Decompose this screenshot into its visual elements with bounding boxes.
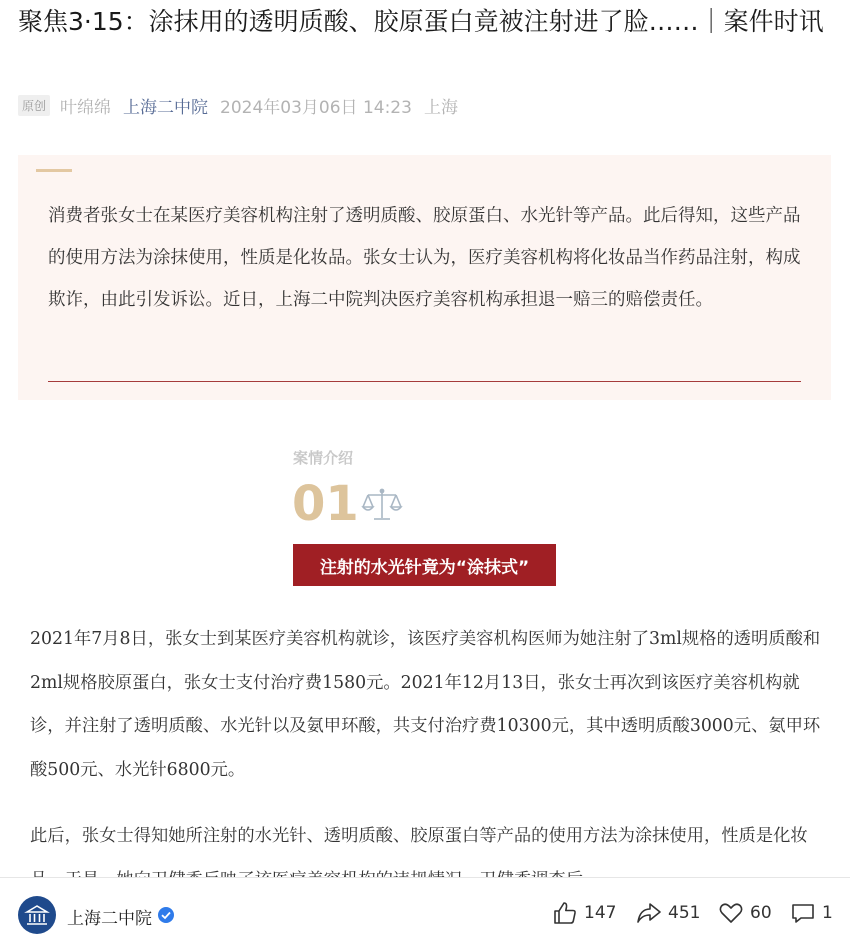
section-heading: 注射的水光针竟为“涂抹式” [293,544,556,586]
favorite-button[interactable] [718,900,772,926]
like-count: 147 [584,903,617,923]
comment-bubble-icon [790,900,816,926]
comment-button[interactable] [790,900,833,926]
summary-text: 消费者张女士在某医疗美容机构注射了透明质酸、胶原蛋白、水光针等产品。此后得知，这些产品的使用方法为涂抹使用，性质是化妆品。张女士认为，医疗美容机构将化妆品当作药品注射，构成欺诈，由此引发诉讼。近日，上海二中院判决医疗美容机构承担退一赔三的赔偿责任。 [48,206,801,310]
author-name: 叶绵绵 [60,97,112,118]
publish-datetime: 2024年03月06日 14:23 [220,97,412,118]
section-number: 01 [292,476,359,532]
article-meta [18,92,470,118]
body-paragraph-2-clip [0,815,850,877]
summary-divider [48,381,801,382]
like-button[interactable] [552,900,616,926]
thumbs-up-icon [552,900,578,926]
heart-icon [718,900,744,926]
court-emblem-icon [24,902,50,928]
favorite-count: 60 [750,903,772,923]
account-link[interactable]: 上海二中院 [123,97,209,118]
account-avatar[interactable] [18,896,56,934]
article-title: 聚焦3·15：涂抹用的透明质酸、胶原蛋白竟被注射进了脸……｜案件时讯 [18,7,824,36]
summary-box [18,155,831,400]
bottom-action-bar [0,877,850,951]
section-label: 案情介绍 [293,449,354,467]
summary-accent-bar [36,169,72,172]
publish-location: 上海 [423,97,458,118]
original-badge: 原创 [18,95,50,116]
share-count: 451 [668,903,701,923]
verified-badge-icon [157,906,175,924]
footer-account-name[interactable]: 上海二中院 [67,909,152,929]
share-arrow-icon [636,900,662,926]
comment-count: 1 [822,903,833,923]
share-button[interactable] [636,900,700,926]
body-paragraph-2: 此后，张女士得知她所注射的水光针、透明质酸、胶原蛋白等产品的使用方法为涂抹使用，性质是化妆 [30,826,808,846]
body-paragraph-1: 2021年7月8日，张女士到某医疗美容机构就诊，该医疗美容机构医师为她注射了3ml规格的透明质酸和2ml规格胶原蛋白，张女士支付治疗费1580元。2021年12月13日，张女士再次到该医疗美容机构就诊，并注射了透明质酸、水光针以及氨甲环酸，共支付治疗费10300元，其中透明质酸3000元、氨甲环酸500元、水光针6800元。 [30,629,821,780]
scales-of-justice-icon [362,487,402,523]
